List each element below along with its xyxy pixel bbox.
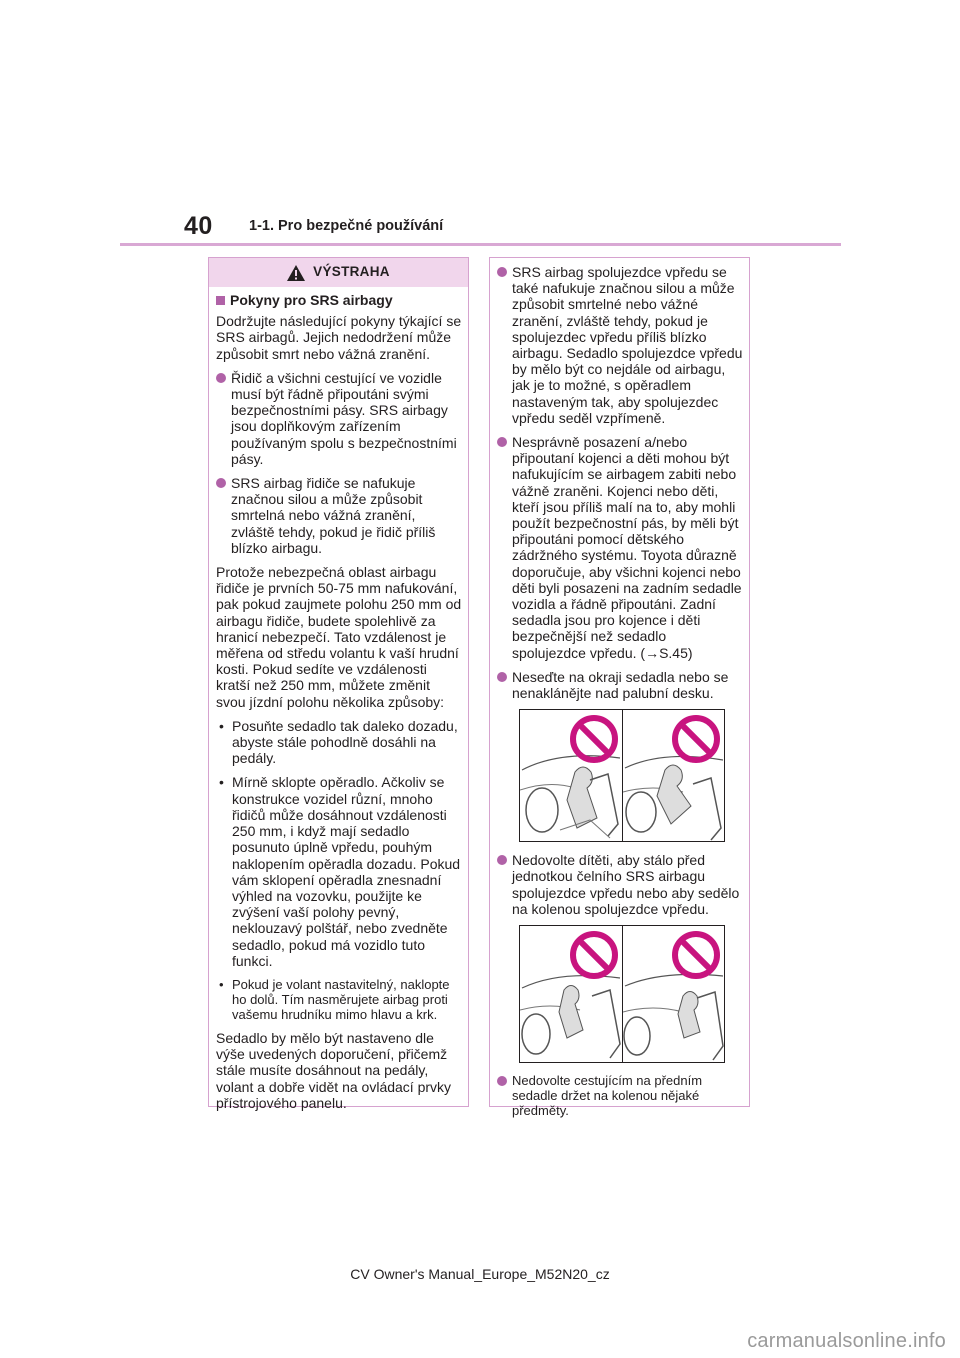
header-rule <box>120 243 841 246</box>
illustration-leaning-forward <box>519 709 725 842</box>
dash-text: Posuňte sedadlo tak daleko dozadu, abyste stále pohodlně dosáhli na pedály. <box>232 717 458 767</box>
dash-text: Pokud je volant nastavitelný, naklopte ho dolů. Tím nasměrujete airbag proti vašemu hrudníku mimo hlavu a krk. <box>232 976 450 1022</box>
list-item <box>497 669 743 701</box>
dash-bullet-icon: • <box>219 717 224 734</box>
illustration-panel <box>520 710 623 841</box>
prohibited-icon <box>671 714 721 764</box>
subheading-text: Pokyny pro SRS airbagy <box>230 292 393 308</box>
bullet-text: SRS airbag řidiče se nafukuje značnou silou a může způsobit smrtelná nebo vážná zranění, zvláště tehdy, pokud je řidič příliš blízko airbagu. <box>231 475 436 556</box>
dash-bullet-icon: • <box>219 774 224 791</box>
bullet-text: Nedovolte cestujícím na předním sedadle držet na kolenou nějaké předměty. <box>512 1073 703 1119</box>
dash-bullet-icon: • <box>219 976 224 992</box>
list-item <box>216 977 462 1022</box>
dot-bullet-icon <box>497 672 507 682</box>
list-item <box>497 264 743 426</box>
dot-bullet-icon <box>216 478 226 488</box>
watermark: carmanualsonline.info <box>747 1330 946 1352</box>
bullet-text: Nesprávně posazení a/nebo připoutaní kojenci a děti mohou být nafukujícím se airbagem zabiti nebo vážně zraněni. Kojenci nebo děti, kteří jsou příliš malí na to, aby mohli použít bezpečnostní pás, by měli být připoutáni pomocí dětského zádržného systému. Toyota důrazně doporučuje, aby všichni kojenci nebo děti byli posazeni na zadním sedadle vozidla a řádně připoutáni. Zadní sedadla jsou pro kojence i děti bezpečnější než sedadlo spolujezdce vpředu. (→S.45) <box>512 434 742 661</box>
bullet-text: Neseďte na okraji sedadla nebo se nenaklánějte nad palubní desku. <box>512 668 729 702</box>
prohibited-icon <box>671 930 721 980</box>
list-item <box>497 1073 743 1118</box>
prohibited-icon <box>569 930 619 980</box>
list-item <box>216 774 462 968</box>
list-item <box>216 370 462 467</box>
intro-text: Dodržujte následující pokyny týkající se SRS airbagů. Jejich nedodržení může způsobit smrt nebo vážná zranění. <box>216 313 462 362</box>
bullet-text: Řidič a všichni cestující ve vozidle musí být řádně připoutáni svými bezpečnostními pásy. SRS airbagy jsou doplňkovým zařízením používaným spolu s bezpečnostními pásy. <box>231 369 457 467</box>
warning-triangle-icon <box>287 265 305 281</box>
subheading <box>216 292 462 308</box>
warning-header <box>209 258 468 287</box>
bullet-text: SRS airbag spolujezdce vpředu se také nafukuje značnou silou a může způsobit smrtelné nebo vážné zranění, zvláště tehdy, pokud je spolujezdec vpředu příliš blízko airbagu. Sedadlo spolujezdce vpředu by mělo být co nejdále od airbagu, jak je to možné, s opěradlem nastaveným tak, aby spolujezdec vpředu seděl vzpřímeně. <box>512 264 743 426</box>
footer-text: CV Owner's Manual_Europe_M52N20_cz <box>350 1266 610 1282</box>
list-item <box>497 852 743 917</box>
page-number: 40 <box>184 212 213 240</box>
square-bullet-icon <box>216 296 225 305</box>
illustration-panel <box>623 710 725 841</box>
danger-zone-text: Protože nebezpečná oblast airbagu řidiče je prvních 50-75 mm nafukování, pak pokud zaujmete polohu 250 mm od airbagu řidiče, budete spolehlivě za hranicí nebezpečí. Tato vzdálenost je měřena od středu volantu k vaší hrudní kosti. Pokud sedíte ve vzdálenosti kratší než 250 mm, můžete změnit svou jízdní polohu několika způsoby: <box>216 564 462 710</box>
section-title: 1-1. Pro bezpečné používání <box>249 218 444 234</box>
list-item <box>216 475 462 556</box>
illustration-panel <box>623 926 725 1062</box>
seat-adjust-text: Sedadlo by mělo být nastaveno dle výše uvedených doporučení, přičemž stále musíte dosáhnout na pedály, volant a dobře vidět na ovládací prvky přístrojového panelu. <box>216 1029 452 1111</box>
dot-bullet-icon <box>497 267 507 277</box>
dash-text: Mírně sklopte opěradlo. Ačkoliv se konstrukce vozidel různí, mnoho řidičů může dosáhnout vzdálenosti 250 mm, i když mají sedadlo posunuto úplně vpředu, pouhým naklopením opěradla dozadu. Pokud vám sklopení opěradla znesnadní výhled na vozovku, použijte ke zvýšení vaší polohy pevný, neklouzavý polštář, nebo zvedněte sedadlo, pokud má vozidlo tuto funkci. <box>232 774 461 969</box>
dot-bullet-icon <box>216 373 226 383</box>
illustration-child-front <box>519 925 725 1063</box>
dot-bullet-icon <box>497 855 507 865</box>
illustration-panel <box>520 926 623 1062</box>
prohibited-icon <box>569 714 619 764</box>
dot-bullet-icon <box>497 437 507 447</box>
dot-bullet-icon <box>497 1076 507 1086</box>
bullet-text: Nedovolte dítěti, aby stálo před jednotkou čelního SRS airbagu spolujezdce vpředu nebo aby sedělo na kolenou spolujezdce vpředu. <box>512 852 740 917</box>
warning-box-right <box>489 257 750 1119</box>
list-item <box>216 718 462 767</box>
warning-box-left <box>208 257 469 1111</box>
warning-title: VÝSTRAHA <box>313 264 390 280</box>
list-item <box>497 434 743 661</box>
